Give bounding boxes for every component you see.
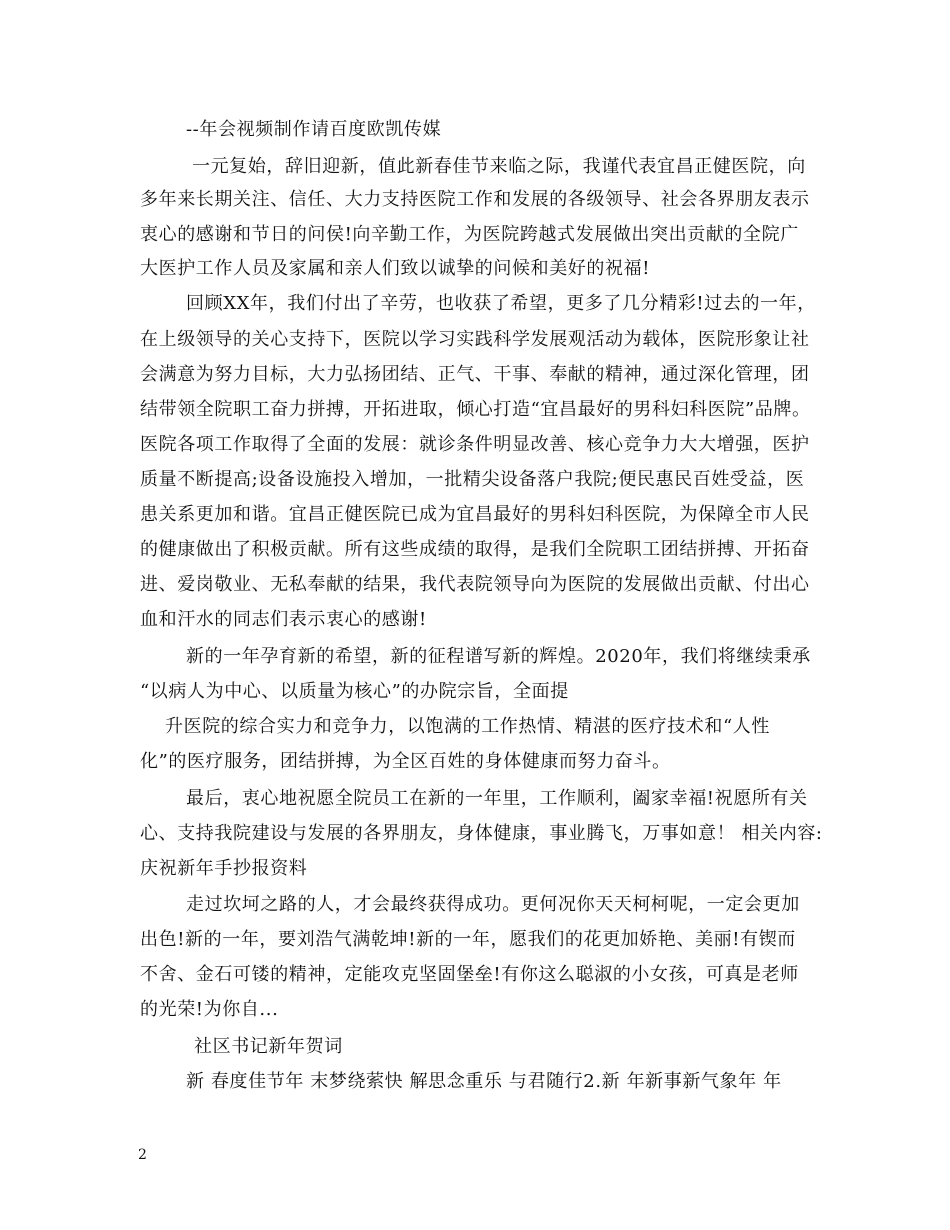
text-line: 血和汗水的同志们表示衷心的感谢! [140,609,427,630]
text-line: 多年来长期关注、信任、大力支持医院工作和发展的各级领导、社会各界朋友表示 [140,189,810,210]
text-line: 走过坎坷之路的人，才会最终获得成功。更何况你天天柯柯呢，一定会更加 [186,894,800,915]
text-line: 医院各项工作取得了全面的发展：就诊条件明显改善、核心竞争力大大增强，医护 [140,434,810,455]
section-heading: 社区书记新年贺词 [194,1036,343,1057]
text-line: 最后，衷心地祝愿全院员工在新的一年里，工作顺利，阖家幸福!祝愿所有关 [186,788,808,809]
text-line: 在上级领导的关心支持下，医院以学习实践科学发展观活动为载体，医院形象让社 [140,329,810,350]
text-line: 质量不断提高;设备设施投入增加，一批精尖设备落户我院;便民惠民百姓受益，医 [140,469,805,490]
text-line: 结带领全院职工奋力拼搏，开拓进取，倾心打造“宜昌最好的男科妇科医院”品牌。 [140,399,811,420]
text-line: 的健康做出了积极贡献。所有这些成绩的取得，是我们全院职工团结拼搏、开拓奋 [140,539,810,560]
text-line: 新的一年孕育新的希望，新的征程谱写新的辉煌。2020年，我们将继续秉承 [186,646,811,667]
page-number: 2 [138,1147,147,1163]
text-line: 大医护工作人员及家属和亲人们致以诚挚的问候和美好的祝福! [140,258,651,279]
text-line: 化”的医疗服务，团结拼搏，为全区百姓的身体健康而努力奋斗。 [140,751,671,772]
text-line: 的光荣!为你自... [140,999,279,1020]
text-line: 心、支持我院建设与发展的各界朋友，身体健康，事业腾飞，万事如意！ 相关内容: [140,823,823,844]
text-line: 回顾XX年，我们付出了辛劳，也收获了希望，更多了几分精彩!过去的一年， [186,293,816,314]
text-line: --年会视频制作请百度欧凯传媒 [186,119,442,140]
text-line: 患关系更加和谐。宜昌正健医院已成为宜昌最好的男科妇科医院，为保障全市人民 [140,504,810,525]
text-line: 一元复始，辞旧迎新，值此新春佳节来临之际，我谨代表宜昌正健医院，向 [192,156,806,177]
text-line: 进、爱岗敬业、无私奉献的结果，我代表院领导向为医院的发展做出贡献、付出心 [140,574,810,595]
text-line: 不舍、金石可镂的精神，定能攻克坚固堡垒!有你这么聪淑的小女孩，可真是老师 [140,964,799,985]
text-line: 庆祝新年手抄报资料 [140,858,308,879]
text-line: “以病人为中心、以质量为核心”的办院宗旨，全面提 [140,681,569,702]
text-line: 出色!新的一年，要刘浩气满乾坤!新的一年，愿我们的花更加娇艳、美丽!有锲而 [140,929,796,950]
text-line: 新 春度佳节年 末梦绕萦快 解思念重乐 与君随行2.新 年新事新气象年 年 [186,1071,782,1092]
text-line: 会满意为努力目标，大力弘扬团结、正气、干事、奉献的精神，通过深化管理，团 [140,364,810,385]
text-line: 升医院的综合实力和竞争力，以饱满的工作热情、精湛的医疗技术和“人性 [165,716,770,737]
text-line: 衷心的感谢和节日的问侯!向辛勤工作，为医院跨越式发展做出突出贡献的全院广 [140,224,799,245]
